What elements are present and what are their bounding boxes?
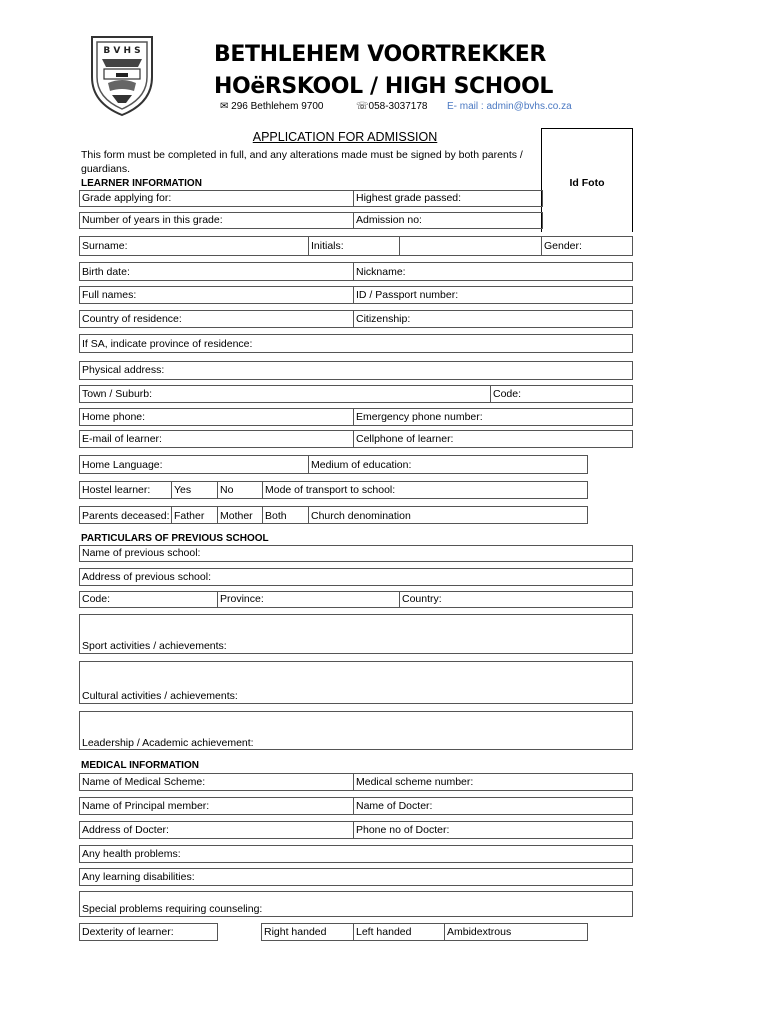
- row-parents: [79, 506, 588, 524]
- row-dexterity-options: [261, 923, 588, 941]
- label-transport[interactable]: Mode of transport to school:: [265, 484, 396, 496]
- label-cultural[interactable]: Cultural activities / achievements:: [82, 690, 238, 702]
- label-prev-school-name[interactable]: Name of previous school:: [82, 547, 201, 559]
- row-home-phone: [79, 408, 633, 426]
- row-town: [79, 385, 633, 403]
- label-initials[interactable]: Initials:: [311, 240, 344, 252]
- row-dexterity: [79, 923, 218, 941]
- row-prev-school-name: [79, 545, 633, 562]
- label-birth-date[interactable]: Birth date:: [82, 266, 130, 278]
- section-learner-information: LEARNER INFORMATION: [81, 178, 202, 189]
- option-hostel-no[interactable]: No: [220, 484, 234, 496]
- label-years[interactable]: Number of years in this grade:: [82, 214, 223, 226]
- school-crest-logo: [86, 33, 158, 117]
- address-contact: [220, 101, 323, 112]
- option-ambidextrous[interactable]: Ambidextrous: [447, 926, 512, 938]
- row-language: [79, 455, 588, 474]
- label-hostel: Hostel learner:: [82, 484, 151, 496]
- row-grade: [79, 190, 543, 207]
- school-name-line1: BETHLEHEM VOORTREKKER: [214, 42, 546, 67]
- email-contact[interactable]: E- mail : admin@bvhs.co.za: [447, 101, 572, 112]
- phone-text: 058-3037178: [368, 101, 428, 112]
- label-counseling[interactable]: Special problems requiring counseling:: [82, 903, 263, 915]
- label-gender[interactable]: Gender:: [544, 240, 582, 252]
- option-left-handed[interactable]: Left handed: [356, 926, 412, 938]
- label-sport[interactable]: Sport activities / achievements:: [82, 640, 227, 652]
- label-principal-member[interactable]: Name of Principal member:: [82, 800, 210, 812]
- envelope-icon: ✉: [220, 101, 229, 112]
- label-doctor-name[interactable]: Name of Docter:: [356, 800, 433, 812]
- label-home-phone[interactable]: Home phone:: [82, 411, 146, 423]
- row-province: [79, 334, 633, 353]
- label-health[interactable]: Any health problems:: [82, 848, 181, 860]
- row-learning: [79, 868, 633, 886]
- label-highest-grade[interactable]: Highest grade passed:: [356, 192, 462, 204]
- label-doctor-address[interactable]: Address of Docter:: [82, 824, 169, 836]
- logo-letters: B V H S: [103, 46, 141, 56]
- row-fullnames: [79, 286, 633, 304]
- label-nickname[interactable]: Nickname:: [356, 266, 406, 278]
- label-prev-code[interactable]: Code:: [82, 593, 111, 605]
- row-birth: [79, 262, 633, 281]
- label-prev-province[interactable]: Province:: [220, 593, 264, 605]
- label-full-names[interactable]: Full names:: [82, 289, 137, 301]
- label-code[interactable]: Code:: [493, 388, 522, 400]
- row-physical-address: [79, 361, 633, 380]
- option-both[interactable]: Both: [265, 510, 287, 522]
- phone-icon: ☏: [356, 101, 369, 112]
- label-home-language[interactable]: Home Language:: [82, 459, 163, 471]
- form-intro: This form must be completed in full, and any alterations made must be signed by both parents / guardians.: [81, 149, 523, 175]
- label-parents-deceased: Parents deceased:: [82, 510, 170, 522]
- row-country: [79, 310, 633, 328]
- row-prev-code: [79, 591, 633, 608]
- label-learning[interactable]: Any learning disabilities:: [82, 871, 195, 883]
- label-id-passport[interactable]: ID / Passport number:: [356, 289, 459, 301]
- label-church[interactable]: Church denomination: [311, 510, 411, 522]
- label-email-learner[interactable]: E-mail of learner:: [82, 433, 162, 445]
- label-emergency-phone[interactable]: Emergency phone number:: [356, 411, 483, 423]
- section-previous-school: PARTICULARS OF PREVIOUS SCHOOL: [81, 533, 269, 544]
- phone-contact: [356, 101, 427, 112]
- label-medium[interactable]: Medium of education:: [311, 459, 412, 471]
- label-dexterity: Dexterity of learner:: [82, 926, 174, 938]
- label-admission[interactable]: Admission no:: [356, 214, 422, 226]
- label-surname[interactable]: Surname:: [82, 240, 128, 252]
- section-medical-information: MEDICAL INFORMATION: [81, 760, 199, 771]
- row-sport: [79, 614, 633, 654]
- row-health: [79, 845, 633, 863]
- row-email: [79, 430, 633, 448]
- label-medical-scheme[interactable]: Name of Medical Scheme:: [82, 776, 206, 788]
- label-leadership[interactable]: Leadership / Academic achievement:: [82, 737, 254, 749]
- label-doctor-phone[interactable]: Phone no of Docter:: [356, 824, 450, 836]
- row-years: [79, 212, 543, 229]
- row-prev-school-address: [79, 568, 633, 586]
- form-title: APPLICATION FOR ADMISSION: [252, 130, 438, 144]
- label-grade[interactable]: Grade applying for:: [82, 192, 172, 204]
- option-right-handed[interactable]: Right handed: [264, 926, 327, 938]
- label-citizenship[interactable]: Citizenship:: [356, 313, 411, 325]
- row-leadership: [79, 711, 633, 750]
- label-town[interactable]: Town / Suburb:: [82, 388, 153, 400]
- school-name-line2: HOëRSKOOL / HIGH SCHOOL: [214, 74, 554, 99]
- label-medical-number[interactable]: Medical scheme number:: [356, 776, 474, 788]
- row-cultural: [79, 661, 633, 704]
- id-photo-label: Id Foto: [569, 177, 605, 189]
- option-hostel-yes[interactable]: Yes: [174, 484, 192, 496]
- label-physical-address[interactable]: Physical address:: [82, 364, 165, 376]
- label-province[interactable]: If SA, indicate province of residence:: [82, 338, 253, 350]
- row-hostel: [79, 481, 588, 499]
- row-medical-scheme: [79, 773, 633, 791]
- row-doctor-address: [79, 821, 633, 839]
- label-prev-country[interactable]: Country:: [402, 593, 442, 605]
- label-prev-school-address[interactable]: Address of previous school:: [82, 571, 211, 583]
- address-text: 296 Bethlehem 9700: [231, 101, 324, 112]
- row-counseling: [79, 891, 633, 917]
- option-father[interactable]: Father: [174, 510, 205, 522]
- label-country-residence[interactable]: Country of residence:: [82, 313, 182, 325]
- row-principal-member: [79, 797, 633, 815]
- label-cellphone[interactable]: Cellphone of learner:: [356, 433, 454, 445]
- row-surname: [79, 236, 633, 256]
- option-mother[interactable]: Mother: [220, 510, 253, 522]
